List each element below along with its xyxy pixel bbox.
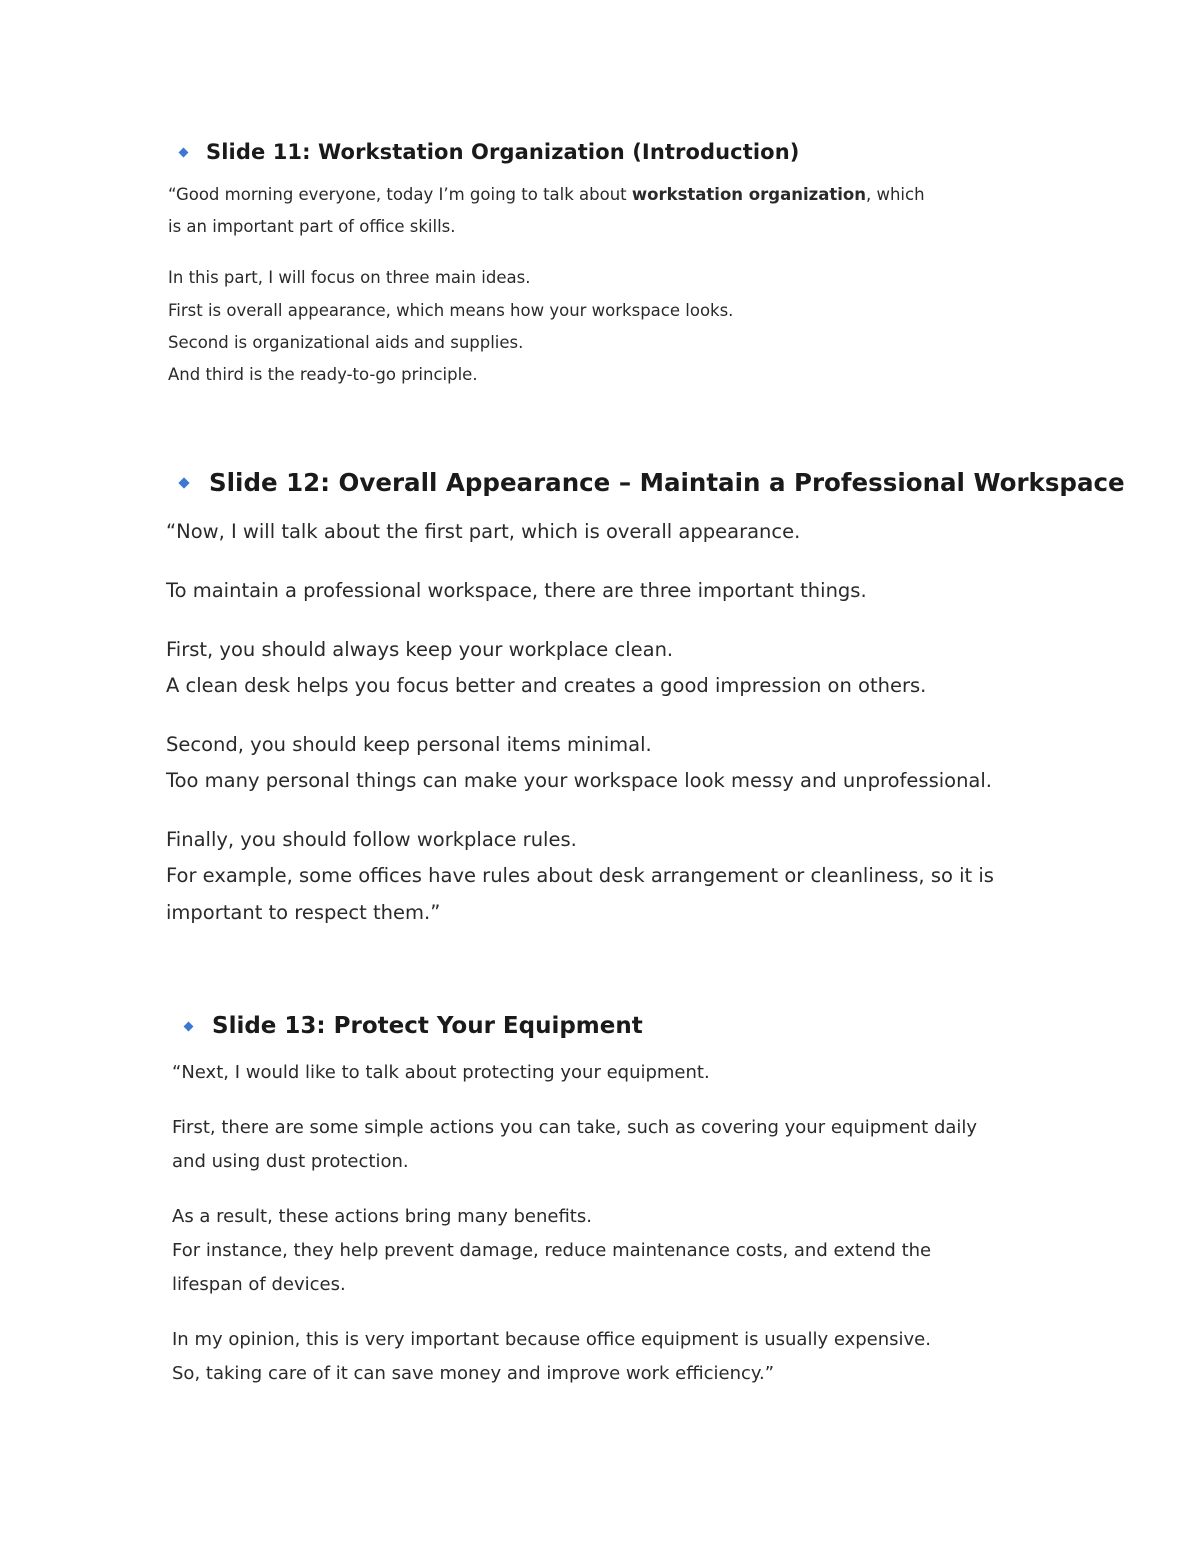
paragraph-line: So, taking care of it can save money and improve work efficiency.” (172, 1363, 775, 1384)
paragraph-line: To maintain a professional workspace, there are three important things. (166, 579, 867, 602)
slide-12-title: Slide 12: Overall Appearance – Maintain a Professional Workspace (209, 468, 1125, 497)
paragraph-line: First, you should always keep your workplace clean. (166, 638, 674, 661)
slide-13-heading (185, 1013, 643, 1039)
paragraph-line: First is overall appearance, which means how your workspace looks. (168, 301, 734, 320)
paragraph-line: As a result, these actions bring many benefits. (172, 1206, 592, 1227)
paragraph-line: In my opinion, this is very important because office equipment is usually expensive. (172, 1329, 931, 1350)
paragraph-line: And third is the ready-to-go principle. (168, 365, 478, 384)
paragraph-line: In this part, I will focus on three main ideas. (168, 268, 531, 287)
slide-11-title: Slide 11: Workstation Organization (Introduction) (206, 140, 800, 164)
paragraph-line: A clean desk helps you focus better and creates a good impression on others. (166, 674, 927, 697)
paragraph-line: Second is organizational aids and supplies. (168, 333, 524, 352)
paragraph-line: Second, you should keep personal items minimal. (166, 733, 652, 756)
paragraph-line (168, 185, 925, 204)
paragraph-line: Too many personal things can make your workspace look messy and unprofessional. (166, 769, 992, 792)
paragraph-line: lifespan of devices. (172, 1274, 346, 1295)
paragraph-line: “Now, I will talk about the first part, which is overall appearance. (166, 520, 801, 543)
slide-12-heading (180, 468, 1125, 497)
slide-11-heading (180, 140, 799, 164)
paragraph-line: important to respect them.” (166, 901, 441, 924)
diamond-bullet-icon (184, 1021, 194, 1031)
paragraph-line: “Next, I would like to talk about protecting your equipment. (172, 1062, 710, 1083)
diamond-bullet-icon (178, 477, 189, 488)
paragraph-line: is an important part of office skills. (168, 217, 456, 236)
text-segment: “Good morning everyone, today I’m going to talk about (168, 185, 632, 204)
text-segment: , which (865, 185, 925, 204)
paragraph-line: and using dust protection. (172, 1151, 409, 1172)
paragraph-line: For instance, they help prevent damage, reduce maintenance costs, and extend the (172, 1240, 932, 1261)
bold-term: workstation organization (631, 185, 866, 204)
slide-13-title: Slide 13: Protect Your Equipment (212, 1013, 643, 1039)
paragraph-line: For example, some offices have rules about desk arrangement or cleanliness, so it is (166, 864, 994, 887)
diamond-bullet-icon (179, 147, 189, 157)
paragraph-line: Finally, you should follow workplace rules. (166, 828, 577, 851)
paragraph-line: First, there are some simple actions you can take, such as covering your equipment daily (172, 1117, 978, 1138)
